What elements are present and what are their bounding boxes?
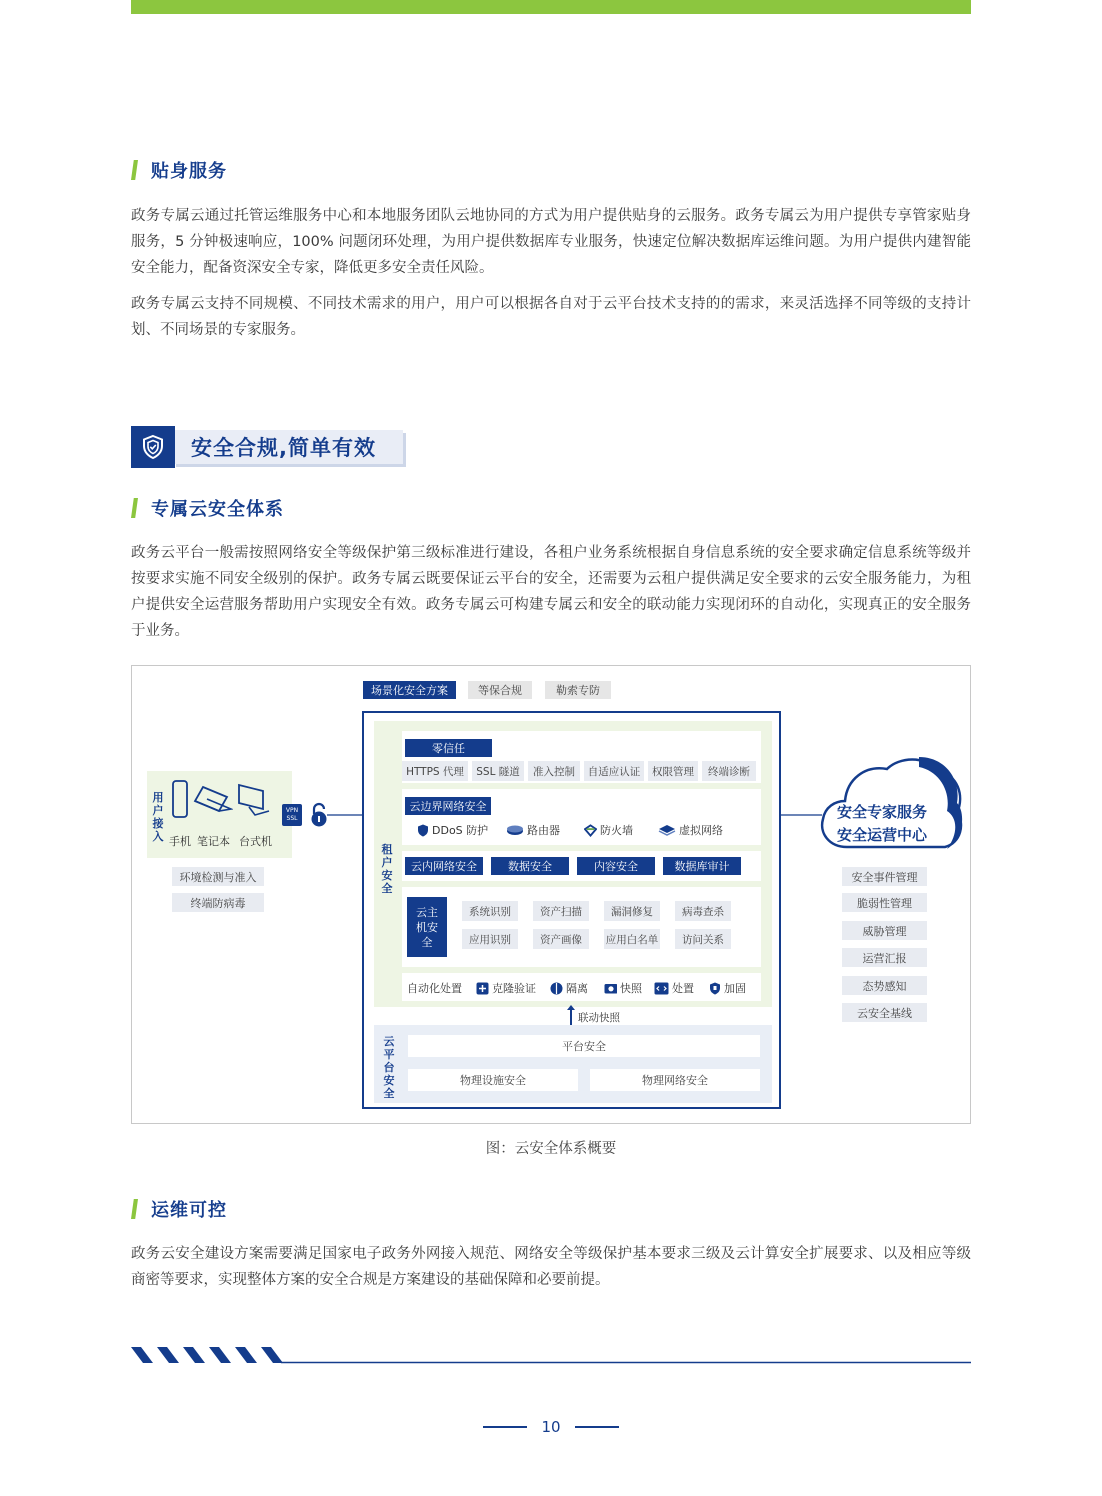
automation-label: 自动化处置 (407, 982, 462, 995)
top-accent-bar (131, 0, 971, 14)
zt-endpoint-diagnosis: 终端诊断 (702, 761, 756, 781)
host-security-box (402, 887, 761, 967)
code-icon (654, 982, 669, 995)
zt-ssl-tunnel: SSL 隧道 (472, 761, 524, 781)
host-app-whitelist: 应用白名单 (604, 929, 660, 949)
heading-text: 专属云安全体系 (151, 499, 284, 520)
firewall-icon (584, 824, 597, 837)
host-system-identify: 系统识别 (462, 901, 518, 921)
user-access-panel (147, 771, 292, 858)
paragraph-personal-service-1: 政务专属云通过托管运维服务中心和本地服务团队云地协同的方式为用户提供贴身的云服务。政务专属云为用户提供专享管家贴身服务，5 分钟极速响应，100% 问题闭环处理，为用户提供数据库专业服务，快速定位解决数据库运维问题。为用户提供内建智能安全能力，配备资深安全专家，降低更多安全责任风险。 (131, 208, 971, 276)
phone-icon (171, 779, 189, 819)
host-virus-kill: 病毒查杀 (675, 901, 731, 921)
zt-adaptive-auth: 自适应认证 (584, 761, 644, 781)
tenant-security-label: 租户安全 (381, 843, 393, 895)
isolation-icon (550, 982, 563, 995)
section-title-text: 安全合规,简单有效 (173, 430, 403, 464)
expert-service-text: 安全专家服务 安全运营中心 (836, 803, 927, 844)
zero-trust-title: 零信任 (405, 739, 492, 757)
device-laptop-label: 笔记本 (197, 835, 230, 848)
page-number-line-left (483, 1426, 527, 1428)
tag-threat-mgmt: 威胁管理 (842, 921, 927, 940)
clone-verify-item: 克隆验证 (476, 980, 536, 996)
heading-ops-control (131, 1196, 227, 1222)
vpn-ssl-icon: VPN SSL (282, 804, 302, 826)
paragraph-ops-control: 政务云安全建设方案需要满足国家电子政务外网接入规范、网络安全等级保护基本要求三级及云计算安全扩展要求、以及相应等级商密等要求，实现整体方案的安全合规是方案建设的基础保障和必要前提。 (131, 1246, 971, 1288)
tag-situation-awareness: 态势感知 (842, 976, 927, 995)
tag-endpoint-antivirus: 终端防病毒 (172, 893, 264, 912)
host-security-label: 云主机安全 (407, 897, 447, 957)
heading-text: 贴身服务 (151, 161, 227, 182)
shield-icon (416, 824, 429, 837)
boundary-title: 云边界网络安全 (405, 797, 491, 815)
tag-event-mgmt: 安全事件管理 (842, 867, 927, 886)
heading-text: 运维可控 (151, 1200, 227, 1221)
heading-marker-icon (131, 498, 138, 518)
tag-scenario-solution: 场景化安全方案 (363, 681, 456, 699)
cloud-inner-network: 云内网络安全 (405, 857, 483, 875)
zt-access-control: 准入控制 (528, 761, 580, 781)
zt-permission-mgmt: 权限管理 (648, 761, 698, 781)
page-number (0, 1418, 1102, 1436)
bottom-stripe-decoration (131, 1345, 971, 1365)
virtual-network-icon (658, 824, 676, 837)
tag-compliance: 等保合规 (468, 681, 532, 699)
paragraph-security-system: 政务云平台一般需按照网络安全等级保护第三级标准进行建设，各租户业务系统根据自身信息系统的安全要求确定信息系统等级并按要求实施不同安全级别的保护。政务专属云既要保证云平台的安全，还需要为云租户提供满足安全要求的云安全服务能力，为租户提供安全运营服务帮助用户实现安全有效。政务专属云可构建专属云和安全的联动能力实现闭环的自动化，实现真正的安全服务于业务。 (131, 545, 971, 639)
isolation-item: 隔离 (550, 980, 588, 996)
shield-icon (708, 982, 721, 995)
laptop-icon (193, 783, 233, 817)
clone-icon (476, 982, 489, 995)
page-number-line-right (575, 1426, 619, 1428)
tag-security-baseline: 云安全基线 (842, 1003, 927, 1022)
platform-security: 平台安全 (408, 1035, 760, 1057)
camera-icon (604, 982, 617, 995)
inner-security-row (402, 851, 761, 881)
snapshot-item: 快照 (604, 980, 642, 996)
physical-network-security: 物理网络安全 (590, 1069, 760, 1091)
tag-ransomware: 勒索专防 (545, 681, 611, 699)
database-audit: 数据库审计 (663, 857, 741, 875)
section-title-security (131, 426, 403, 468)
desktop-icon (235, 781, 273, 819)
link-snapshot-label: 联动快照 (578, 1012, 620, 1024)
disposal-item: 处置 (654, 980, 694, 996)
host-asset-profile: 资产画像 (533, 929, 589, 949)
virtual-network-item: 虚拟网络 (658, 822, 723, 838)
tag-vuln-mgmt: 脆弱性管理 (842, 893, 927, 912)
heading-marker-icon (131, 1199, 138, 1219)
host-asset-scan: 资产扫描 (533, 901, 589, 921)
ddos-protection-item: DDoS 防护 (416, 822, 488, 838)
boundary-security-box (402, 789, 761, 845)
device-desktop-label: 台式机 (239, 835, 272, 848)
paragraph-personal-service-2: 政务专属云支持不同规模、不同技术需求的用户，用户可以根据各自对于云平台技术支持的的需求，来灵活选择不同等级的支持计划、不同场景的专家服务。 (131, 296, 971, 338)
figure-caption: 图：云安全体系概要 (485, 1141, 617, 1157)
tenant-security-area (374, 721, 772, 1007)
page-number-text: 10 (541, 1418, 561, 1436)
host-app-identify: 应用识别 (462, 929, 518, 949)
main-security-frame (362, 711, 781, 1109)
router-item: 路由器 (506, 822, 560, 838)
data-security: 数据安全 (491, 857, 569, 875)
device-phone-label: 手机 (169, 835, 191, 848)
zt-https-proxy: HTTPS 代理 (402, 761, 468, 781)
heading-personal-service (131, 157, 227, 183)
unlock-icon (309, 802, 329, 828)
router-icon (506, 824, 524, 837)
cloud-security-diagram (131, 665, 971, 1124)
heading-security-system (131, 495, 284, 521)
automation-box (402, 973, 761, 1001)
shield-icon (131, 426, 175, 468)
firewall-item: 防火墙 (584, 822, 633, 838)
zero-trust-box (402, 731, 761, 783)
content-security: 内容安全 (577, 857, 655, 875)
heading-marker-icon (131, 160, 138, 180)
cloud-platform-label: 云平台安全 (383, 1035, 395, 1100)
host-access-relation: 访问关系 (675, 929, 731, 949)
tag-env-detection: 环境检测与准入 (172, 867, 264, 886)
physical-facility-security: 物理设施安全 (408, 1069, 578, 1091)
hardening-item: 加固 (708, 980, 746, 996)
user-access-label: 用户接入 (152, 791, 164, 843)
cloud-platform-area (374, 1025, 772, 1103)
tag-ops-report: 运营汇报 (842, 948, 927, 967)
host-vuln-fix: 漏洞修复 (604, 901, 660, 921)
